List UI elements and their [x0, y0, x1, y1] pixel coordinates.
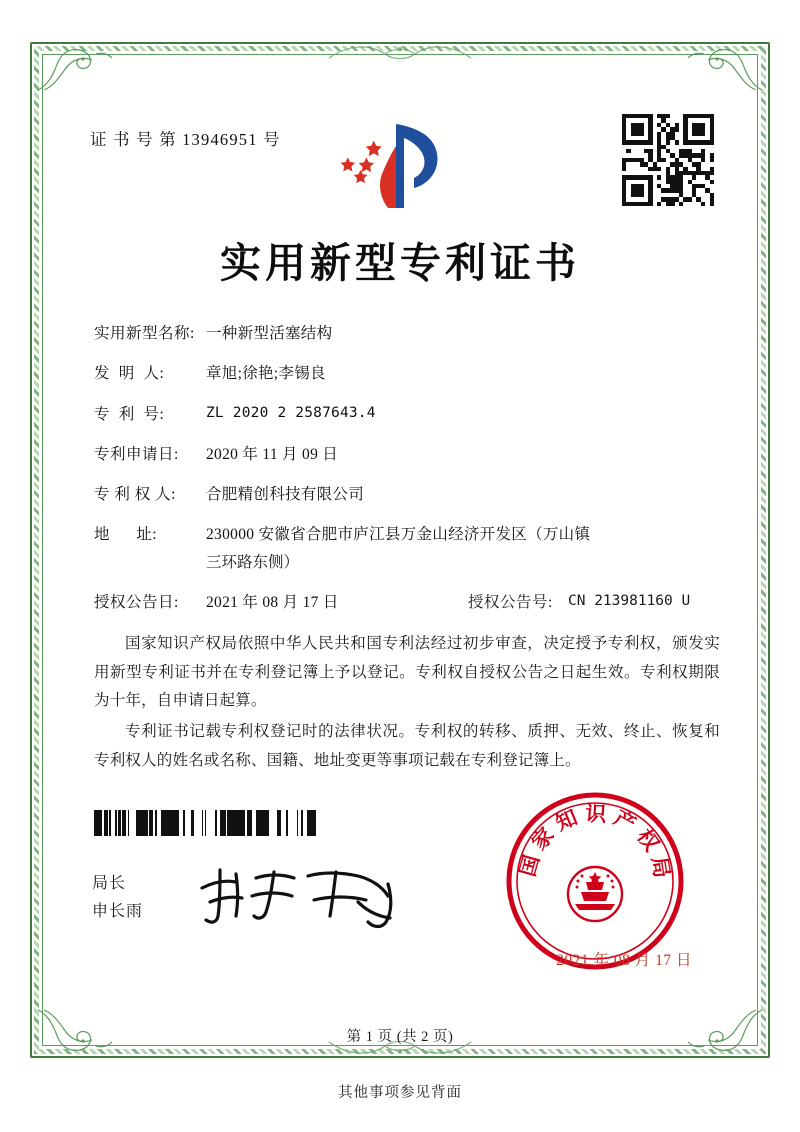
field-label-announcement-date: 授权公告日:	[94, 593, 179, 611]
field-row-announcement	[94, 591, 720, 614]
national-emblem-seal-icon	[504, 790, 686, 972]
footnote: 其他事项参见背面	[338, 1085, 462, 1101]
certificate-content	[60, 70, 740, 1045]
seal-date: 2021 年 08 月 17 日	[556, 952, 692, 969]
cnipa-logo-icon	[336, 112, 464, 214]
field-value-address-line2: 三环路东侧）	[206, 553, 300, 571]
field-list	[94, 322, 720, 631]
field-row-inventors	[94, 362, 720, 385]
qr-code-icon	[622, 114, 714, 206]
edge-ornament-top	[325, 40, 475, 62]
legal-text	[94, 630, 720, 777]
field-label: 专 利 号:	[94, 405, 165, 423]
field-value: 章旭;徐艳;李锡良	[206, 365, 326, 383]
field-row-utility-model-name	[94, 322, 720, 345]
page-indicator: 第 1 页 (共 2 页)	[346, 1029, 454, 1045]
signature-block	[92, 870, 143, 926]
field-value: ZL 2020 2 2587643.4	[206, 404, 376, 421]
barcode-icon	[92, 810, 316, 836]
field-row-patentee	[94, 483, 720, 506]
field-row-patent-number	[94, 403, 720, 426]
signature-title: 局长	[92, 875, 127, 892]
field-value: 一种新型活塞结构	[206, 325, 333, 342]
field-label: 地 址:	[94, 526, 158, 544]
field-value: 2020 年 11 月 09 日	[206, 445, 339, 463]
handwritten-signature-icon	[190, 858, 410, 930]
field-value-announcement-number: CN 213981160 U	[568, 592, 691, 609]
page-title: 实用新型专利证书	[220, 239, 580, 287]
field-value: 230000 安徽省合肥市庐江县万金山经济开发区（万山镇	[206, 526, 591, 544]
field-value-announcement-date: 2021 年 08 月 17 日	[206, 593, 339, 611]
field-row-address	[94, 523, 720, 546]
field-label-announcement-number: 授权公告号:	[468, 593, 553, 611]
field-label: 专利申请日:	[94, 445, 179, 463]
field-label: 实用新型名称:	[94, 325, 195, 342]
paragraph-1: 国家知识产权局依照中华人民共和国专利法经过初步审查，决定授予专利权，颁发实用新型专利证书并在专利登记簿上予以登记。专利权自授权公告之日起生效。专利权期限为十年，自申请日起算。	[94, 635, 720, 710]
signature-name: 申长雨	[92, 903, 144, 920]
certificate-number: 证 书 号 第 13946951 号	[90, 130, 281, 149]
paragraph-2: 专利证书记载专利权登记时的法律状况。专利权的转移、质押、无效、终止、恢复和专利权人的姓名或名称、国籍、地址变更等事项记载在专利登记簿上。	[94, 723, 720, 769]
field-label: 发 明 人:	[94, 365, 165, 383]
field-row-application-date	[94, 443, 720, 466]
svg-text:国家知识产权局: 国家知识产权局	[514, 800, 677, 886]
field-label: 专 利 权 人:	[94, 486, 176, 503]
field-value: 合肥精创科技有限公司	[206, 486, 365, 503]
